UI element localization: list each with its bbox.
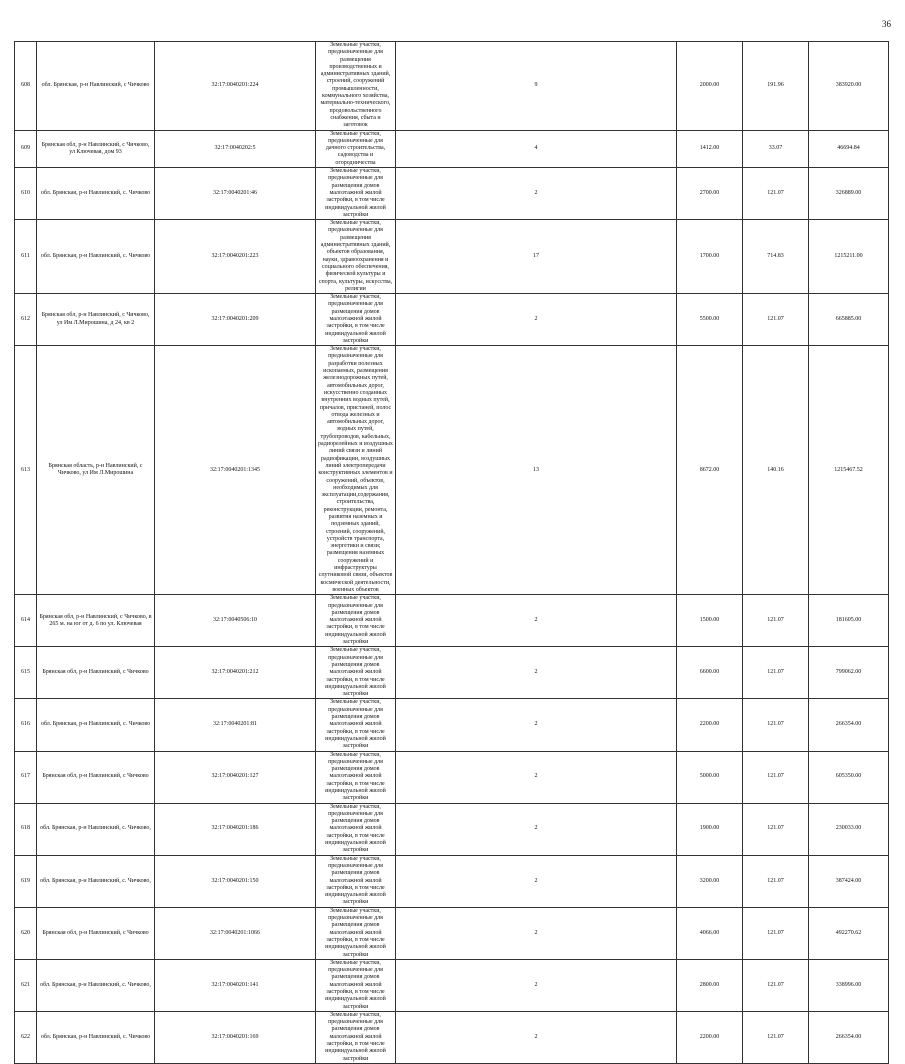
row-number-cell: 608 xyxy=(15,42,37,131)
area-cell: 1900.00 xyxy=(677,803,743,855)
cadastral-value-cell: 383920.00 xyxy=(809,42,889,131)
area-cell: 2200.00 xyxy=(677,699,743,751)
group-number-cell: 2 xyxy=(396,294,677,346)
land-use-cell: Земельные участки, предназначенные для размещения домов малоэтажной жилой застройки, в том числе индивидуальной жилой застройки xyxy=(316,959,396,1011)
cadastral-value-cell: 387424.00 xyxy=(809,855,889,907)
specific-value-cell: 121.07 xyxy=(743,803,809,855)
cadastral-value-cell: 338996.00 xyxy=(809,959,889,1011)
cadastral-value-table xyxy=(14,41,889,1064)
cadastral-number-cell: 32:17:0040201:223 xyxy=(155,220,316,294)
cadastral-number-cell: 32:17:0040201:209 xyxy=(155,294,316,346)
row-number-cell: 622 xyxy=(15,1011,37,1063)
cadastral-value-cell: 605350.00 xyxy=(809,751,889,803)
area-cell: 1500.00 xyxy=(677,595,743,647)
group-number-cell: 17 xyxy=(396,220,677,294)
group-number-cell: 9 xyxy=(396,42,677,131)
area-cell: 8672.00 xyxy=(677,346,743,595)
table-row xyxy=(15,42,889,131)
cadastral-value-cell: 799062.00 xyxy=(809,647,889,699)
address-cell: обл. Брянская, р-н Навлинский, с. Чичково, xyxy=(37,959,155,1011)
area-cell: 2200.00 xyxy=(677,1011,743,1063)
row-number-cell: 613 xyxy=(15,346,37,595)
address-cell: Брянская обл, р-н Навлинский, с Чичково xyxy=(37,647,155,699)
area-cell: 5500.00 xyxy=(677,294,743,346)
row-number-cell: 615 xyxy=(15,647,37,699)
address-cell: Брянская обл, р-н Навлинский, с Чичково xyxy=(37,751,155,803)
address-cell: Брянская обл, р-н Навлинский, с Чичково xyxy=(37,907,155,959)
group-number-cell: 2 xyxy=(396,595,677,647)
table-row xyxy=(15,699,889,751)
cadastral-value-cell: 266354.00 xyxy=(809,699,889,751)
row-number-cell: 619 xyxy=(15,855,37,907)
table-row xyxy=(15,907,889,959)
address-cell: обл. Брянская, р-н Навлинский, с. Чичково xyxy=(37,168,155,220)
table-row xyxy=(15,346,889,595)
group-number-cell: 2 xyxy=(396,168,677,220)
land-use-cell: Земельные участки, предназначенные для разработки полезных ископаемых, размещения железнодорожных путей, автомобильных дорог, искусственно созданных внутренних водных путей, причалов, пристаней, полос отвода железных и автомобильных дорог, водных путей, трубопроводов, кабельных, радиорелейных и воздушных линий связи и линий радиофикации, воздушных линий электропередачи конструктивных элементов и сооружений, объектов, необходимых для эксплуатации,содержания, строительства, реконструкции, ремонта, развития наземных и подземных зданий, строений, сооружений, устройств транспорта, энергетики и связи; размещения наземных сооружений и инфраструктуры спутниковой связи, объектов космической деятельности, военных объектов xyxy=(316,346,396,595)
specific-value-cell: 121.07 xyxy=(743,959,809,1011)
group-number-cell: 2 xyxy=(396,855,677,907)
row-number-cell: 621 xyxy=(15,959,37,1011)
area-cell: 2800.00 xyxy=(677,959,743,1011)
specific-value-cell: 121.07 xyxy=(743,595,809,647)
area-cell: 6600.00 xyxy=(677,647,743,699)
specific-value-cell: 121.07 xyxy=(743,647,809,699)
group-number-cell: 2 xyxy=(396,751,677,803)
page-number: 36 xyxy=(882,19,891,29)
cadastral-value-cell: 326889.00 xyxy=(809,168,889,220)
area-cell: 5000.00 xyxy=(677,751,743,803)
land-use-cell: Земельные участки, предназначенные для размещения домов малоэтажной жилой застройки, в том числе индивидуальной жилой застройки xyxy=(316,294,396,346)
row-number-cell: 612 xyxy=(15,294,37,346)
area-cell: 1412.00 xyxy=(677,130,743,167)
table-body xyxy=(15,42,889,1064)
row-number-cell: 611 xyxy=(15,220,37,294)
row-number-cell: 617 xyxy=(15,751,37,803)
land-use-cell: Земельные участки, предназначенные для размещения домов малоэтажной жилой застройки, в том числе индивидуальной жилой застройки xyxy=(316,751,396,803)
cadastral-number-cell: 32:17:0040201:186 xyxy=(155,803,316,855)
table-row xyxy=(15,803,889,855)
land-use-cell: Земельные участки, предназначенные для размещения домов малоэтажной жилой застройки, в том числе индивидуальной жилой застройки xyxy=(316,595,396,647)
specific-value-cell: 121.07 xyxy=(743,168,809,220)
address-cell: Брянская обл, р-н Навлинский, с Чичково, в 265 м. на юг от д. 6 по ул. Ключевая xyxy=(37,595,155,647)
table-row xyxy=(15,595,889,647)
cadastral-value-cell: 181605.00 xyxy=(809,595,889,647)
area-cell: 4066.00 xyxy=(677,907,743,959)
land-use-cell: Земельные участки, предназначенные для размещения производственных и административных зданий, строений, сооружений промышленности, коммунального хозяйства, материально-технического, продовольственного снабжения, сбыта и заготовок xyxy=(316,42,396,131)
table-row xyxy=(15,855,889,907)
specific-value-cell: 121.07 xyxy=(743,907,809,959)
address-cell: Брянская область, р-н Навлинский, с Чичково, ул Им Л.Мирошина xyxy=(37,346,155,595)
land-use-cell: Земельные участки, предназначенные для размещения домов малоэтажной жилой застройки, в том числе индивидуальной жилой застройки xyxy=(316,803,396,855)
cadastral-number-cell: 32:17:0040201:1066 xyxy=(155,907,316,959)
specific-value-cell: 714.83 xyxy=(743,220,809,294)
row-number-cell: 609 xyxy=(15,130,37,167)
cadastral-number-cell: 32:17:0040201:1345 xyxy=(155,346,316,595)
table-row xyxy=(15,294,889,346)
address-cell: обл. Брянская, р-н Навлинский, с. Чичково, xyxy=(37,855,155,907)
row-number-cell: 610 xyxy=(15,168,37,220)
cadastral-number-cell: 32:17:0040202:5 xyxy=(155,130,316,167)
land-use-cell: Земельные участки, предназначенные для размещения домов малоэтажной жилой застройки, в том числе индивидуальной жилой застройки xyxy=(316,855,396,907)
table-row xyxy=(15,130,889,167)
table-row xyxy=(15,1011,889,1063)
cadastral-table-container xyxy=(14,41,888,1064)
cadastral-value-cell: 665885.00 xyxy=(809,294,889,346)
cadastral-value-cell: 1215467.52 xyxy=(809,346,889,595)
cadastral-number-cell: 32:17:0040201:212 xyxy=(155,647,316,699)
address-cell: Брянская обл, р-н Навлинский, с Чичково, ул Им Л.Мирошина, д 24, кв 2 xyxy=(37,294,155,346)
group-number-cell: 2 xyxy=(396,907,677,959)
group-number-cell: 2 xyxy=(396,803,677,855)
table-row xyxy=(15,751,889,803)
cadastral-number-cell: 32:17:0040201:46 xyxy=(155,168,316,220)
row-number-cell: 614 xyxy=(15,595,37,647)
address-cell: обл. Брянская, р-н Навлинский, с. Чичково xyxy=(37,220,155,294)
specific-value-cell: 121.07 xyxy=(743,855,809,907)
cadastral-value-cell: 492270.62 xyxy=(809,907,889,959)
address-cell: обл. Брянская, р-н Навлинский, с Чичково xyxy=(37,42,155,131)
cadastral-number-cell: 32:17:0040201:81 xyxy=(155,699,316,751)
cadastral-number-cell: 32:17:0040201:169 xyxy=(155,1011,316,1063)
specific-value-cell: 140.16 xyxy=(743,346,809,595)
cadastral-number-cell: 32:17:0040506:10 xyxy=(155,595,316,647)
cadastral-number-cell: 32:17:0040201:141 xyxy=(155,959,316,1011)
group-number-cell: 2 xyxy=(396,699,677,751)
cadastral-value-cell: 1215211.00 xyxy=(809,220,889,294)
area-cell: 2000.00 xyxy=(677,42,743,131)
group-number-cell: 2 xyxy=(396,647,677,699)
group-number-cell: 13 xyxy=(396,346,677,595)
specific-value-cell: 121.07 xyxy=(743,751,809,803)
row-number-cell: 618 xyxy=(15,803,37,855)
cadastral-number-cell: 32:17:0040201:224 xyxy=(155,42,316,131)
cadastral-number-cell: 32:17:0040201:150 xyxy=(155,855,316,907)
cadastral-number-cell: 32:17:0040201:127 xyxy=(155,751,316,803)
area-cell: 3200.00 xyxy=(677,855,743,907)
row-number-cell: 616 xyxy=(15,699,37,751)
table-row xyxy=(15,647,889,699)
specific-value-cell: 121.07 xyxy=(743,699,809,751)
specific-value-cell: 121.07 xyxy=(743,294,809,346)
specific-value-cell: 191.96 xyxy=(743,42,809,131)
table-row xyxy=(15,220,889,294)
address-cell: обл. Брянская, р-н Навлинский, с. Чичково xyxy=(37,1011,155,1063)
area-cell: 1700.00 xyxy=(677,220,743,294)
table-row xyxy=(15,959,889,1011)
land-use-cell: Земельные участки, предназначенные для размещения домов малоэтажной жилой застройки, в том числе индивидуальной жилой застройки xyxy=(316,168,396,220)
cadastral-value-cell: 230033.00 xyxy=(809,803,889,855)
land-use-cell: Земельные участки, предназначенные для размещения административных зданий, объектов образования, науки, здравоохранения и социального обеспечения, физической культуры и спорта, культуры, искусства, религии xyxy=(316,220,396,294)
land-use-cell: Земельные участки, предназначенные для размещения домов малоэтажной жилой застройки, в том числе индивидуальной жилой застройки xyxy=(316,1011,396,1063)
land-use-cell: Земельные участки, предназначенные для размещения домов малоэтажной жилой застройки, в том числе индивидуальной жилой застройки xyxy=(316,699,396,751)
address-cell: Брянская обл, р-н Навлинский, с Чичково, ул Ключевая, дом 93 xyxy=(37,130,155,167)
land-use-cell: Земельные участки, предназначенные для размещения домов малоэтажной жилой застройки, в том числе индивидуальной жилой застройки xyxy=(316,647,396,699)
group-number-cell: 4 xyxy=(396,130,677,167)
area-cell: 2700.00 xyxy=(677,168,743,220)
specific-value-cell: 121.07 xyxy=(743,1011,809,1063)
group-number-cell: 2 xyxy=(396,959,677,1011)
cadastral-value-cell: 46694.84 xyxy=(809,130,889,167)
group-number-cell: 2 xyxy=(396,1011,677,1063)
address-cell: обл. Брянская, р-н Навлинский, с. Чичково, xyxy=(37,803,155,855)
cadastral-value-cell: 266354.00 xyxy=(809,1011,889,1063)
address-cell: обл. Брянская, р-н Навлинский, с. Чичково xyxy=(37,699,155,751)
land-use-cell: Земельные участки, предназначенные для дачного строительства, садоводства и огородничества xyxy=(316,130,396,167)
land-use-cell: Земельные участки, предназначенные для размещения домов малоэтажной жилой застройки, в том числе индивидуальной жилой застройки xyxy=(316,907,396,959)
specific-value-cell: 33.07 xyxy=(743,130,809,167)
row-number-cell: 620 xyxy=(15,907,37,959)
table-row xyxy=(15,168,889,220)
